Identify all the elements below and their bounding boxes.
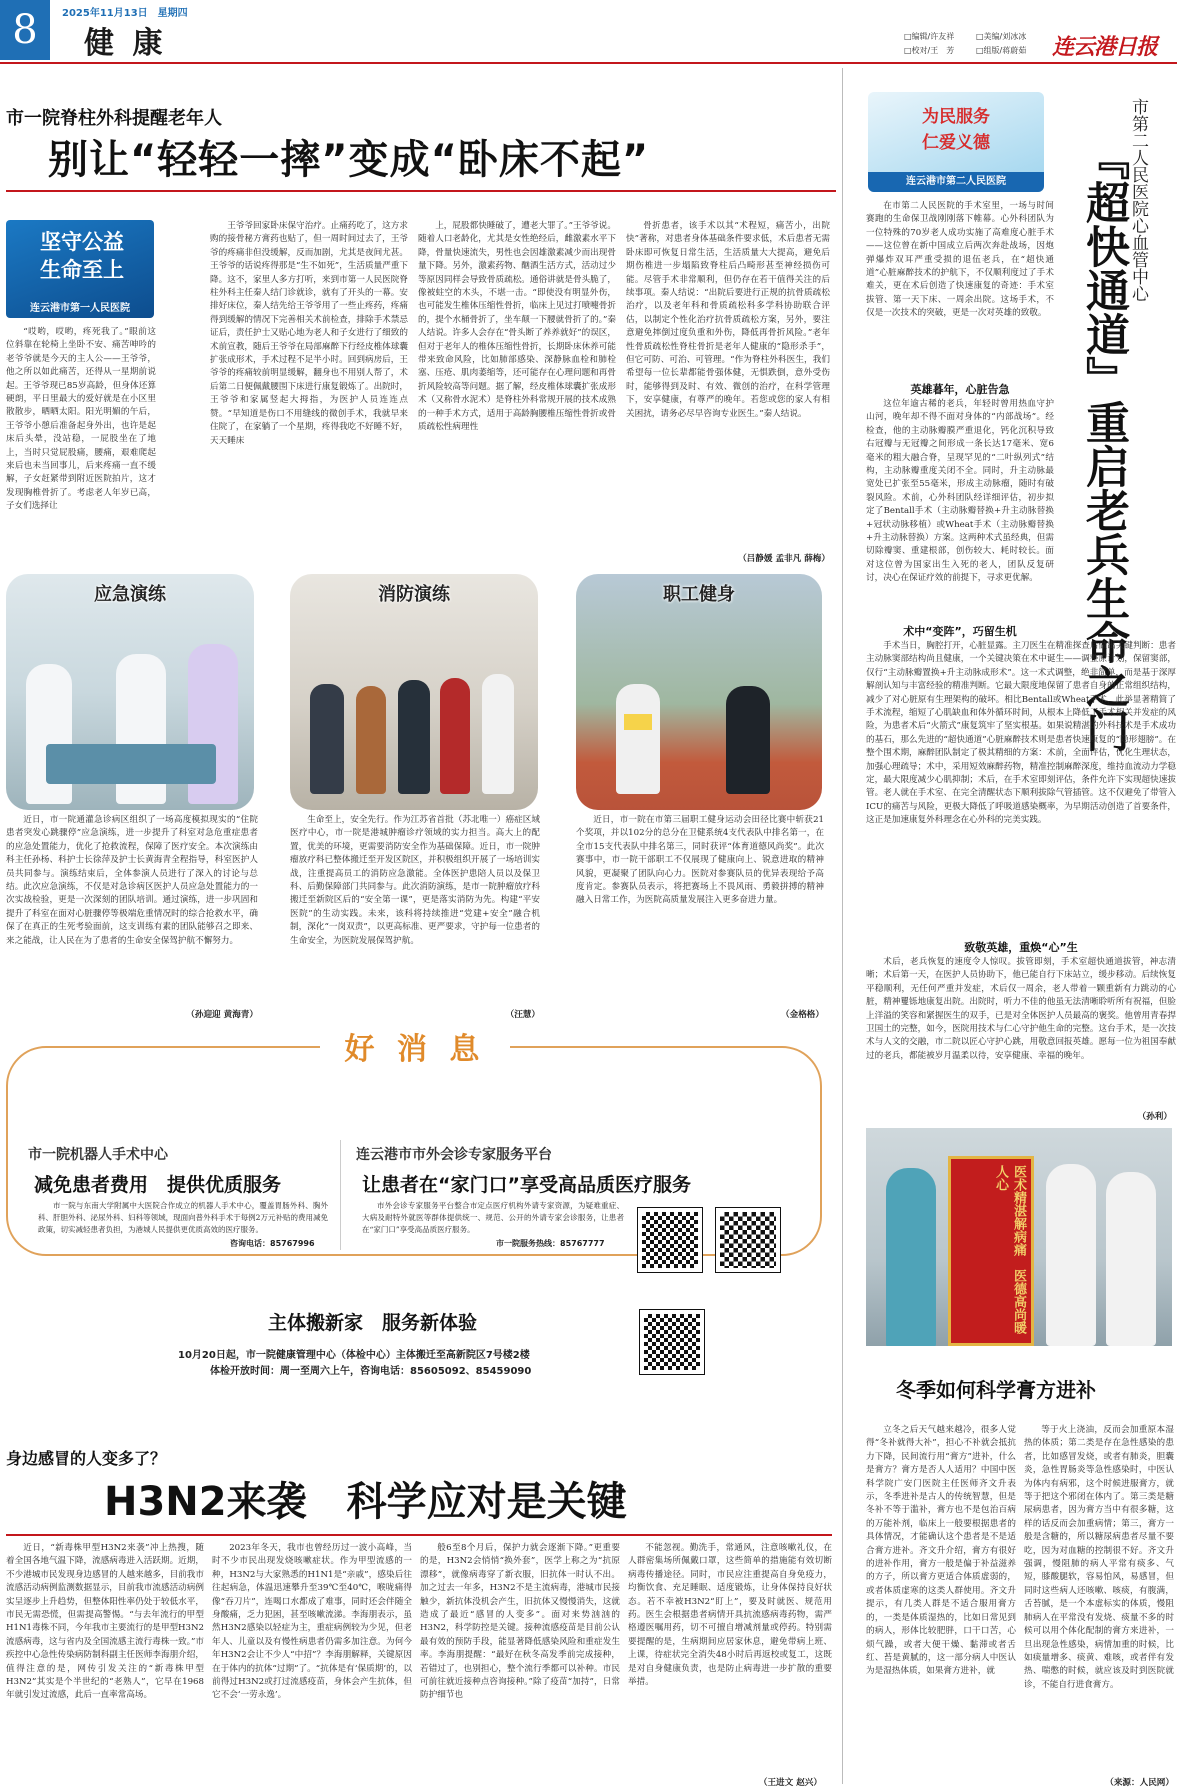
banner-org: 连云港市第一人民医院	[30, 303, 130, 314]
consult-platform-headline: 让患者在“家门口”享受高品质医疗服务	[362, 1174, 691, 1196]
spine-col-2: 王爷爷回家卧床保守治疗。止痛药吃了，这方求购的接骨秘方膏药也贴了，但一周时间过去了，王爷爷的疼痛非但没缓解，反而加剧，尤其是夜间尤甚。王爷爷的话说疼得那是“生不如死”，生活质量严重下降。这不，家里人多方打听，来到市第一人民医院脊柱外科主任秦人结门诊就诊，就有了开头的一幕。安排好床位，秦人结先给王爷爷用了一些止疼药，疼痛得到缓解的情况下完善相关术前检查，排除手术禁忌证后，责任护士又贴心地为老人和子女进行了细致的术前宣教，随后王爷爷在局部麻醉下行经皮椎体球囊扩张成形术，手术过程不足半小时。回到病房后，王爷爷的疼痛较前明显缓解，翻身也不用别人帮了，术后第二日便佩戴腰围下床进行康复锻炼了。出院时，王爷爷和家属竖起大拇指，为医护人员连连点赞。“早知道是伤口不用缝线的微创手术，我就早来住院了，在家躺了一个星期，疼得我吃不好睡不好，天天睡床	[210, 221, 408, 446]
title-rule	[6, 190, 836, 192]
banner-line-2: 生命至上	[40, 258, 124, 282]
flu-col-1: 近日，“新毒株甲型H3N2来袭”冲上热搜，随着全国各地气温下降，流感病毒进入活跃期。近期，不少港城市民发现身边感冒的人越来越多，目前我市流感活动病例监测数据显示，目前我市流感活动病例实呈逐步上升趋势，但整体阳性率仍处于较低水平，市民无需恐慌，但需提高警惕。“与去年流行的甲型H1N1毒株不同，今年我市主要流行的是甲型H3N2流感病毒，这与省内及全国流感主流行毒株一致。”市疾控中心急性传染病防制科副主任医师李海朋介绍，值得注意的是，网传引发关注的“新毒株甲型H3N2”其实是个半世纪的“老熟人”，它早在1968年就引发过流感，此后一直率常高场。	[6, 1543, 204, 1701]
photo-tag: 职工健身	[663, 584, 735, 605]
person-figure	[482, 674, 514, 794]
photo-fire-drill	[290, 574, 538, 810]
photo-caption-emergency: 近日，市一院通灌急诊病区组织了一场高度模拟现实的“住院患者突发心跳骤停”应急演练，进一步提升了科室对急危重症患者的应急处置能力，优化了抢救流程，保障了医疗安全。本次演练由科主任孙杨、科护士长徐萍及护士长黄海青全程指导，科室医护人员共同参与。演练结束后，全体参演人员进行了深入的讨论与总结。此次应急演练，不仅是对急诊病区医护人员应急处置能力的一次实战检验，更是一次深刻的团队培训。通过演练，进一步巩固和提升了科室在面对心脏骤停等极端危重情况时的综合抢救水平，确保了在真正的生死考验面前，这支训练有素的团队能够召之即来、来之能战，让人民在为了患者的生命安全保驾护航不懈努力。	[6, 815, 258, 946]
flu-rule	[6, 1534, 832, 1536]
right-intro: 在市第二人民医院的手术室里，一场与时间赛跑的生命保卫战刚刚落下帷幕。心外科团队为一位特殊的70岁老人成功实施了高难度心脏手术——这位曾在新中国成立后两次奔赴战场，因炮弹爆炸双耳严重受损的退伍老兵，在“超快通道”心脏麻醉技术的护航下，不仅顺利度过了手术难关，更在术后创造了快速康复的奇迹：手术室拔管、第一天下床、一周余出院。这场手术，不仅是一次技术的突破，更是一次对英雄的致敬。	[866, 201, 1054, 319]
right-title-vertical: 『超快通道』重启老兵生命之门	[1078, 136, 1129, 752]
photo-caption-fire: 生命至上，安全先行。作为江苏省首批（苏北唯一）癌症区域医疗中心，市一院是港城肿瘤诊疗领域的实力担当。高大上的配置，优美的环境，更需要消防安全作为基础保障。近日，市一院肿瘤放疗科已整体搬迁至开发区院区，并积极组织开展了一场培训实战，注重提高员工的消防应急激能。全体医护患陪人员以及保卫科、后勤保障部门共同参与。此次消防演练，是市一院肿瘤放疗科搬迁至新院区后的“安全第一课”，更是落实消防为先。构建“平安医院”的生动实践。未来，该科将持续推进“党建+安全”融合机制，深化“一岗双责”，以更高标准、更严要求，守护每一位患者的生命安全，为医院发展保驾护航。	[290, 815, 540, 946]
article-kicker: 市一院脊柱外科提醒老年人	[6, 108, 222, 129]
person-figure	[356, 686, 386, 794]
flu-col-2: 2023年冬天，我市也曾经历过一波小高峰，当时不少市民出现发烧咳嗽症状。作为甲型流感的一种，H3N2与大家熟悉的H1N1是“亲戚”，感染后往往起病急，体温迅速攀升至39℃至40℃，喉咙痛得像“吞刀片”，连喝口水都成了难事，同时还会伴随全身酸痛，乏力犯困，甚至咳嗽流涕。李海朋表示，虽然H3N2感染以轻症为主，重症病例较为少见，但老年人、儿童以及有慢性病患者仍需多加注意。为何今年H3N2会让不少人“中招”？李海朋解释，关键原因在于体内的抗体“过期”了。“抗体是有‘保质期’的，以前得过H3N2或打过流感疫苗，身体会产生抗体，但它不会‘一劳永逸’。	[212, 1543, 412, 1701]
banner-line-2: 仁爱义德	[922, 133, 990, 153]
editor-credit: □校对/王 芳	[904, 46, 955, 55]
spine-col-4: 骨折患者，该手术以其“术程短，痛苦小，出院快”著称，对患者身体基础条件要求低，术后患者无需卧床即可恢复日常生活，生活质量大大提高，避免后期伤椎进一步塌陷致脊柱后凸畸形甚至神经损伤可能。尽管手术非常顺利，但仍存在若干值得关注的后续事项。秦人结说：“出院后要进行正规的抗骨质疏松治疗，以及老年科和骨质疏松科多学科协助联合评估，以制定个性化治疗抗骨质疏松方案，另外，要注意避免摔倒过度负重和外伤，降低再骨折风险。”老年性骨质疏松性脊柱骨折是老年人健康的“隐形杀手”，但它可防、可治、可管理。“作为脊柱外科医生，我们希望每一位长辈都能骨强体健，无惧跌倒，意外受伤时，能够得到及时、有效、微创的治疗，在科学管理下，安享健康，有尊严的晚年。若您或您的家人有相关困扰，请务必尽早咨询专业医生。”秦人结说。	[626, 221, 830, 419]
photo-award-banner	[866, 1128, 1172, 1346]
editor-credits	[904, 30, 1054, 58]
photo-staff-fitness	[576, 574, 822, 810]
photo-tag: 应急演练	[94, 584, 166, 605]
caption-byline: （汪慧）	[505, 1010, 540, 1020]
caption-byline: （孙迎迎 黄海青）	[186, 1010, 258, 1020]
hospital-banner	[868, 92, 1044, 192]
masthead-logo: 连云港日报	[1052, 34, 1158, 60]
robot-center-unit: 市一院机器人手术中心	[28, 1147, 168, 1163]
doctor-figure	[1106, 1172, 1156, 1346]
right-heading-1: 英雄暮年，心脏告急	[910, 383, 1010, 396]
move-headline: 主体搬新家 服务新体验	[268, 1312, 478, 1334]
caption-byline: （金格格）	[781, 1010, 824, 1020]
person-figure	[440, 678, 470, 794]
flu-title: H3N2来袭 科学应对是关键	[104, 1479, 627, 1525]
doctor-figure	[1046, 1164, 1096, 1346]
right-heading-2: 术中“变阵”，巧留生机	[903, 625, 1017, 638]
right-section-1: 这位年逾古稀的老兵，年轻时曾用热血守护山河，晚年却不得不面对身体的“内部战场”。经检查，他的主动脉瓣膜严重退化，钙化沉积导致右冠瓣与无冠瓣之间形成一条长达17毫米、宽6毫米的粗大融合脊，呈现罕见的“二叶纵列式”结构，主动脉瓣重度关闭不全。同时，升主动脉最宽处已扩张至55毫米，形成主动脉瘤，随时有破裂风险。术前，心外科团队经详细评估，初步拟定了Bentall手术（主动脉瓣替换+升主动脉替换+冠状动脉移植）或Wheat手术（主动脉瓣替换+升主动脉替换）方案。这两种术式虽经典，但需切除瓣窦、重建根部，创伤较大、耗时较长。面对这位曾为国家出生入死的老人，团队反复研讨，决心在保证疗效的前提下，寻求更优解。	[866, 399, 1054, 584]
doctor-figure	[886, 1168, 936, 1346]
right-subtitle-vertical: 市第二人民医院心血管中心	[1128, 98, 1148, 302]
article-title: 别让“轻轻一摔”变成“卧床不起”	[48, 137, 650, 183]
right-section-2: 手术当日，胸腔打开，心脏显露。主刀医生在精准探查后做出关键判断：患者主动脉窦部结构尚且健康，一个关键决策在术中诞生——调整原计划，保留窦部，仅行“主动脉瓣置换+升主动脉成形术”。这一术式调整，绝非简单，而是基于深厚解剖认知与丰富经验的精准判断。它最大限度地保留了患者自身的正常组织结构，减少了对心脏原有生理架构的破坏。相比Bentall或Wheat手术，此举显著精简了手术流程，缩短了心肌缺血和体外循环时间，从根本上降低了手术相关并发症的风险，为患者术后“火箭式”康复筑牢了坚实根基。如果说精湛的外科技术是手术成功的基石，那么先进的“超快通道”心脏麻醉技术则是患者快速康复的“隐形翅膀”。在整个围术期，麻醉团队制定了极其精细的方案：术前，全面评估，优化生理状态，加强心理疏导；术中，采用短效麻醉药物，精准控制麻醉深度，维持血流动力学稳定，最大限度减少心肌抑制；术后，在手术室即刻评估，条件允许下实现超快速拔管。老人就在手术室、在完全清醒状态下顺利拔除气管插管。这不仅避免了带管入ICU的痛苦与风险，更极大降低了呼吸道感染概率，为早期活动创造了首要条件，这正是加速康复外科理念在心外科的完美实践。	[866, 641, 1176, 826]
photo-caption-fitness: 近日，市一院在市第三届职工健身运动会田径比赛中斩获21个奖项，并以102分的总分在卫健系统4支代表队中排名第一，在全市15支代表队中排名第三，同时获评“体育道德风尚奖”。此次赛事中，市一院干部职工不仅展现了健康向上、锐意进取的精神风貌，更凝聚了团队向心力。医院对参赛队员的优异表现给予高度肯定。参赛队员表示，将把赛场上不畏风雨、勇毅拼搏的精神融入日常工作，为医院高质量发展注入更多奋进力量。	[576, 815, 824, 906]
editor-credit: □组版/蒋蔚茹	[976, 46, 1027, 55]
move-hours: 体检开放时间：周一至周六上午，咨询电话：85605092、85459090	[210, 1366, 532, 1377]
page-number-box: 8	[0, 0, 50, 60]
hospital-banner	[6, 220, 154, 318]
qr-code[interactable]	[638, 1208, 702, 1272]
photo-emergency-drill	[6, 574, 254, 810]
qr-code[interactable]	[716, 1208, 780, 1272]
good-news-divider	[340, 1140, 341, 1250]
runner-figure	[726, 686, 770, 794]
banner-org: 连云港市第二人民医院	[868, 172, 1044, 192]
award-banner	[948, 1156, 1034, 1346]
photo-tag: 消防演练	[378, 584, 450, 605]
spine-byline: （吕静媛 孟非凡 薛梅）	[738, 554, 830, 564]
spine-col-3: 上，屁股都快睡破了，遭老大罪了。”王爷爷说。随着人口老龄化，尤其是女性绝经后，雌激素水平下降，骨量快速流失，男性也会因雄激素减少而出现骨量下降。另外，激素药物、酗酒生活方式，活动过少等原因同样会导致骨质疏松。通俗讲就是骨头脆了，像被蛀空的木头，不堪一击。“即使没有明显外伤，也可能发生椎体压缩性骨折，临床上见过打喷嚏骨折的，提个水桶骨折了，坐车颠一下腰就骨折了的。”秦人结说。许多人会存在“骨头断了养养就好”的误区，但对于老年人的椎体压缩性骨折，长期卧床休养可能带来致命风险，比如肺部感染、深静脉血栓和肺栓塞、压疮、肌肉萎缩等，还可能存在心理问题和再骨折风险较高等问题。据了解，经皮椎体球囊扩张成形术（又称骨水泥术）是脊柱外科常规开展的技术成熟的一种手术方式，适用于高龄胸腰椎压缩性骨折或骨质疏松性病理性	[418, 221, 616, 433]
editor-credit: □美编/刘冰冰	[976, 32, 1027, 41]
editor-credit: □编辑/许友祥	[904, 32, 955, 41]
person-figure	[310, 684, 344, 794]
right-byline: （孙利）	[1137, 1112, 1172, 1122]
bib-number	[624, 714, 652, 730]
robot-center-body: 市一院与东南大学附属中大医院合作成立的机器人手术中心，覆盖胃肠外科、胸外科、肝胆外科、泌尿外科、妇科等领域，现面向普外科手术于每例2万元补贴的费用减免政策，切实减轻患者负担，为港城人民提供更优质高效的医疗服务。	[38, 1201, 328, 1234]
consult-platform-unit: 连云港市市外会诊专家服务平台	[356, 1147, 552, 1163]
robot-center-headline: 减免患者费用 提供优质服务	[34, 1174, 282, 1196]
winter-title: 冬季如何科学膏方进补	[896, 1378, 1096, 1402]
hospital-bed	[46, 744, 216, 784]
header-rule	[0, 62, 1177, 64]
consult-platform-tel: 市一院服务热线：85767777	[496, 1239, 605, 1248]
flu-col-4: 不能忽视。勤洗手，常通风，注意咳嗽礼仪，在人群密集场所佩戴口罩，这些简单的措施能有效切断病毒传播途径。同时，市民应注重提高自身免疫力，均衡饮食、充足睡眠、适度锻炼，让身体保持良好状态。若不幸被H3N2“盯上”，要及时就医、规范用药。医生会根据患者病情开具抗流感病毒药物，需严格遵医嘱用药，切不可擅自增减剂量或停药。特别需要提醒的是，生病期间应居家休息，避免带病上班、上课，待症状完全消失48小时后再返校或复工，这既是对自身健康负责，也是防止病毒进一步扩散的重要举措。	[628, 1543, 832, 1688]
issue-date: 2025年11月13日 星期四	[62, 8, 188, 19]
consult-platform-body: 市外会诊专家服务平台整合市定点医疗机构外请专家资源，为疑难重症、大病及耐特外就医等群体提供统一、规范、公开的外请专家会诊服务，让患者在“家门口”享受高品质医疗服务。	[362, 1201, 624, 1234]
robot-center-tel: 咨询电话：85767996	[230, 1239, 315, 1248]
banner-line-1: 为民服务	[922, 107, 990, 127]
section-name: 健 康	[84, 26, 167, 61]
banner-line-1: 坚守公益	[40, 230, 124, 254]
good-news-title: 好 消 息	[320, 1030, 510, 1070]
flu-kicker: 身边感冒的人变多了？	[6, 1449, 167, 1468]
winter-col-2: 等于火上浇油，反而会加重原本湿热的体质；第二类是存在急性感染的患者，比如感冒发烧，或者有肺炎，胆囊炎，急性胃肠炎等急性感染时，中医认为体内有病邪，这个时候进服膏方，就等于把这个邪闭在体内了。第三类是糖尿病患者，因为膏方当中有很多糖，这样的话反而会加重病情；第三，膏方一般是含糖的，所以糖尿病患者尽量不要吃，因为对血糖的控制很不好。齐文升强调，慢阻肺的病人平常有痰多、气短，膝酸腿软，容易怕风，易感冒，但同时这些病人还咳嗽、咳痰，有腹满，舌苔腻，是一个本虚标实的体质，慢阻肺病人在平常没有发烧、痰量不多的时候可以用个体化配制的膏方来进补，一旦出现急性感染，病情加重的时候，比如痰量增多、痰黄、难咳，或者伴有发热、喘憋的时候，就应该及时到医院就诊，不能自行进食膏方。	[1024, 1425, 1174, 1690]
flu-byline: （王进文 赵兴）	[758, 1778, 822, 1788]
winter-byline: （来源：人民网）	[1105, 1778, 1174, 1788]
spine-col-1: “哎哟，哎哟，疼死我了。”眼前这位斜靠在轮椅上坐卧不安、痛苦呻吟的老爷爷就是今天的主人公——王爷爷，他之所以如此痛苦，还得从一星期前说起。王爷爷现已85岁高龄，但身体还算硬朗，平日里最大的爱好就是在小区里散散步，晒晒太阳。阳光明媚的午后，王爷爷小憩后准备起身外出，也许是起床后头晕，没站稳，一屁股坐在了地上，当时只觉屁股痛，腰痛，艰难爬起来后也未当回事儿，后来疼痛一直不缓解，子女赶紧带到附近医院拍片，这才发现胸椎骨折了。考虑老人年岁已高，子女们选择让	[6, 327, 156, 512]
right-column-rule	[842, 68, 843, 1784]
winter-col-1: 立冬之后天气越来越冷，很多人觉得“冬补就得大补”，担心不补就会抵抗力下降，民间流行用“膏方”进补，什么是膏方？膏方是否人人适用？中国中医科学院广安门医院主任医师齐文升表示，冬季进补是古人的传统智慧，但是冬补不等于滥补，膏方也不是包治百病的万能补剂，临床上一般要根据患者的具体情况，才能确认这个患者是不是适合膏方进补。齐文升介绍，膏方有很好的进补作用，膏方一般是偏于补益滋养的方子，所以膏方更适合体质虚弱的，或者体质虚寒的这类人群使用。齐文升提示，有几类人群是不适合服用膏方的，一类是体质湿热的，比如日常见到的病人，形体比较肥胖，口干口苦，心烦气躁，或者大便干燥、黏滞或者舌红、苔是黄腻的，这一部分病人中医认为是湿热体质，如果膏方进补，就	[866, 1425, 1016, 1677]
right-section-3: 术后，老兵恢复的速度令人惊叹。拔管即刻，手术室超快通道拔管，神志清晰；术后第一天，在医护人员协助下，他已能自行下床站立，缓步移动。后续恢复平稳顺利，无任何严重并发症，术后仅一周余，老人带着一颗重新有力跳动的心脏，精神矍铄地康复出院。出院时，听力不佳的他虽无法清晰聆听所有祝福，但脸上洋溢的笑容和紧握医生的双手，已是对全体医护人员最高的褒奖。他曾用青春捍卫国土的完整，如今，医院用技术与仁心守护他生命的完整。这台手术，是一次技术与人文的交融，市二院以匠心守护心跳，用敬意回报英雄。愿每一位为祖国奉献过的老兵，都能被岁月温柔以待，安享健康、幸福的晚年。	[866, 957, 1176, 1061]
move-body: 10月20日起，市一院健康管理中心（体检中心）主体搬迁至高新院区7号楼2楼	[178, 1350, 530, 1361]
right-heading-3: 致敬英雄，重焕“心”生	[964, 941, 1078, 954]
runner-figure	[616, 684, 660, 794]
award-banner-text: 医术精湛解病痛 医德高尚暖人心	[993, 1165, 1026, 1334]
person-figure	[398, 680, 430, 794]
flu-col-3: 般6至8个月后，保护力就会逐渐下降。”更重要的是，H3N2会悄悄“换外套”，医学上称之为“抗原漂移”，就像病毒穿了新衣服，旧抗体一时认不出。加之过去一年多，H3N2不是主流病毒，港城市民接触少，新抗体没机会产生，旧抗体又慢慢消失，这就造成了最近“感冒的人变多”。面对来势汹汹的H3N2，科学防控是关键。接种流感疫苗是目前公认最有效的预防手段，能显著降低感染风险和重症发生率。李海朋提醒：“最好在秋冬高发季前完成接种，若错过了，也别担心，整个流行季都可以补种。市民可前往就近接种点咨询接种。”除了疫苗“加持”，日常防护细节也	[420, 1543, 620, 1701]
qr-code[interactable]	[640, 1310, 704, 1374]
